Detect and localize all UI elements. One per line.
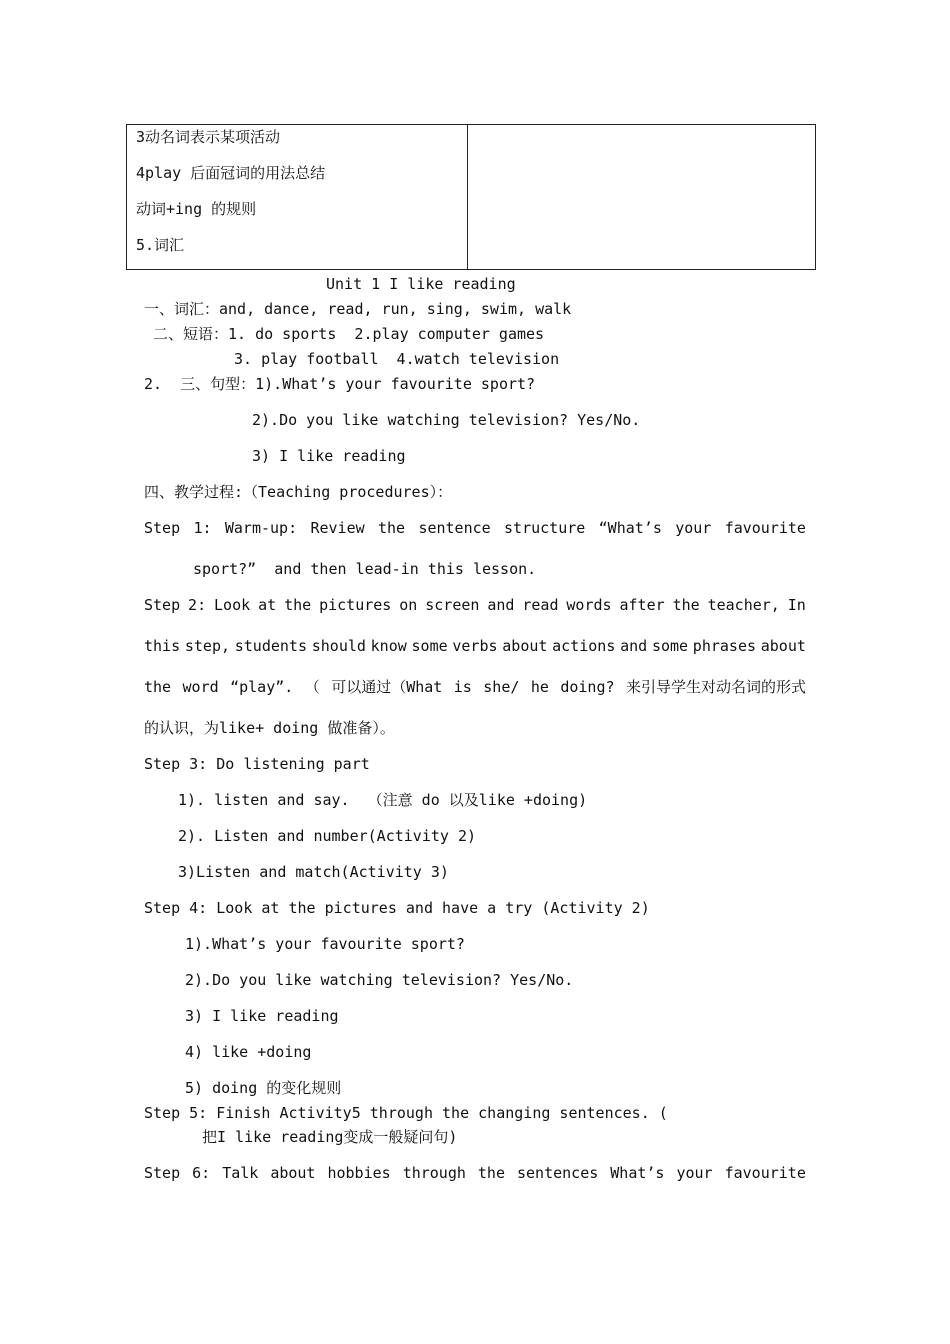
step4-item: 2).Do you like watching television? Yes/No. (185, 971, 574, 989)
table-line: 3动名词表示某项活动 (136, 128, 281, 146)
step3-item: 1). listen and say. （注意 do 以及like +doing) (178, 791, 588, 809)
patterns-line-2: 2).Do you like watching television? Yes/No. (252, 411, 641, 429)
step3-item: 3)Listen and match(Activity 3) (178, 863, 449, 881)
step2-line-4: 的认识，为like+ doing 做准备）。 (144, 719, 395, 737)
step6-line: Step 6: Talk about hobbies through the sentences What’s your favourite (144, 1164, 806, 1182)
patterns-line-3: 3) I like reading (252, 447, 406, 465)
step4-title: Step 4: Look at the pictures and have a try (Activity 2) (144, 899, 650, 917)
step2-line-1: Step 2: Look at the pictures on screen and read words after the teacher, In (144, 596, 806, 614)
step4-item: 1).What’s your favourite sport? (185, 935, 465, 953)
table-cell-right (468, 125, 816, 270)
step3-title: Step 3: Do listening part (144, 755, 370, 773)
table-line: 5.词汇 (136, 236, 185, 254)
vocab-line: 一、词汇：and, dance, read, run, sing, swim, walk (144, 300, 572, 318)
table-line: 动词+ing 的规则 (136, 200, 257, 218)
process-heading: 四、教学过程:（Teaching procedures）： (144, 483, 453, 501)
phrases-line-2: 3. play football 4.watch television (234, 350, 560, 368)
step5-line-1: Step 5: Finish Activity5 through the changing sentences. ( (144, 1104, 668, 1122)
step5-line-2: 把I like reading变成一般疑问句) (202, 1128, 458, 1146)
step1-line: Step 1: Warm-up: Review the sentence structure “What’s your favourite (144, 519, 806, 537)
phrases-line-1: 二、短语：1. do sports 2.play computer games (153, 325, 545, 343)
step4-item: 4) like +doing (185, 1043, 312, 1061)
step4-item: 5) doing 的变化规则 (185, 1079, 342, 1097)
unit-title: Unit 1 I like reading (326, 275, 516, 293)
step2-line-3: the word “play”. （ 可以通过（What is she/ he doing? 来引导学生对动名词的形式 (144, 678, 806, 696)
step1-continuation: sport?” and then lead-in this lesson. (193, 560, 537, 578)
table-line: 4play 后面冠词的用法总结 (136, 164, 326, 182)
step4-item: 3) I like reading (185, 1007, 339, 1025)
step2-line-2: this step, students should know some verbs about actions and some phrases about (144, 637, 806, 655)
step3-item: 2). Listen and number(Activity 2) (178, 827, 477, 845)
patterns-line-1: 2. 三、句型：1).What’s your favourite sport? (144, 375, 536, 393)
